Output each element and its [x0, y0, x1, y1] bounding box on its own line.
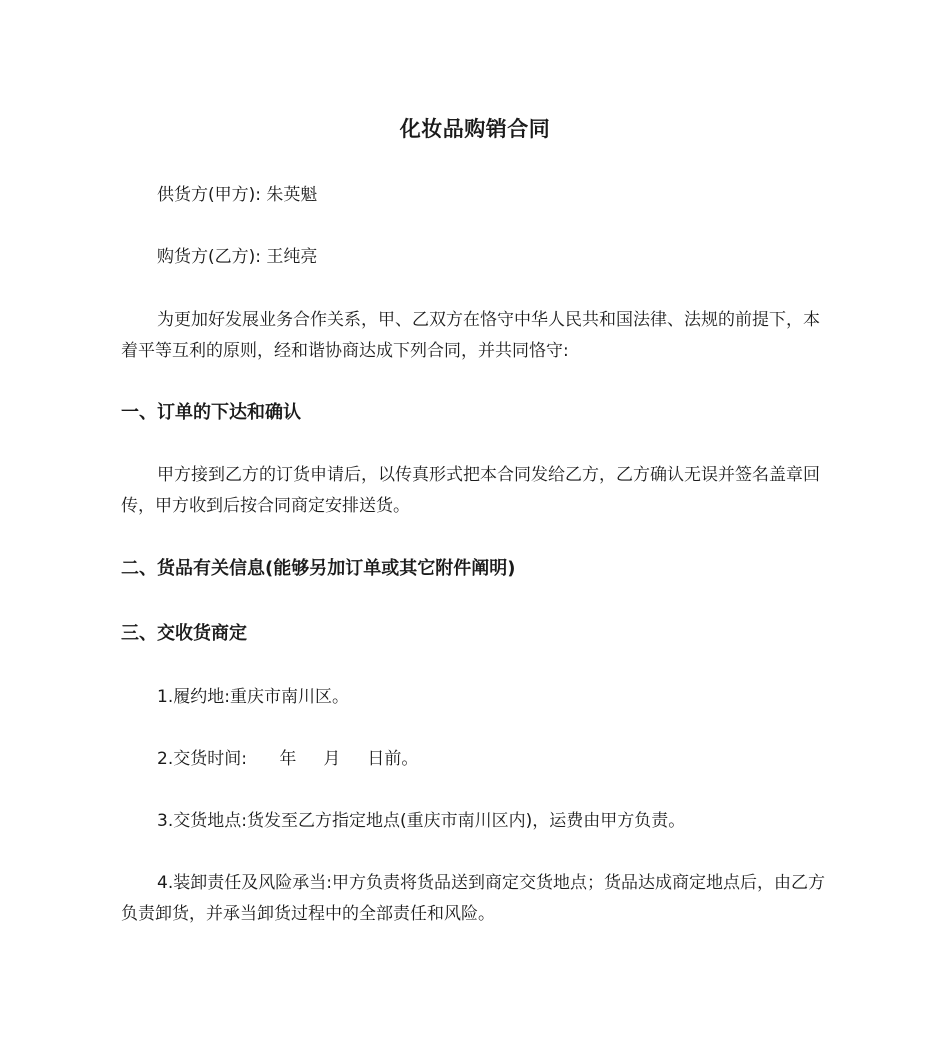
- delivery-item-2: 2.交货时间: 年 月 日前。: [157, 749, 419, 769]
- delivery-item-4: 4.装卸责任及风险承当:甲方负责将货品送到商定交货地点；货品达成商定地点后，由乙方负责卸货，并承当卸货过程中的全部责任和风险。: [121, 873, 825, 924]
- delivery-item-3: 3.交货地点:货发至乙方指定地点(重庆市南川区内)，运费由甲方负责。: [157, 811, 686, 831]
- supplier-line: 供货方(甲方): 朱英魁: [157, 185, 318, 205]
- document-title: 化妆品购销合同: [399, 117, 551, 141]
- section-3-heading: 三、交收货商定: [121, 623, 247, 644]
- buyer-line: 购货方(乙方): 王纯亮: [157, 247, 318, 267]
- delivery-item-1: 1.履约地:重庆市南川区。: [157, 687, 349, 707]
- section-1-heading: 一、订单的下达和确认: [121, 402, 301, 423]
- section-1-body: 甲方接到乙方的订货申请后，以传真形式把本合同发给乙方，乙方确认无误并签名盖章回传，甲方收到后按合同商定安排送货。: [121, 465, 820, 516]
- intro-paragraph: 为更加好发展业务合作关系，甲、乙双方在恪守中华人民共和国法律、法规的前提下，本着平等互利的原则，经和谐协商达成下列合同，并共同恪守:: [121, 310, 820, 361]
- section-2-heading: 二、货品有关信息(能够另加订单或其它附件阐明): [121, 558, 516, 579]
